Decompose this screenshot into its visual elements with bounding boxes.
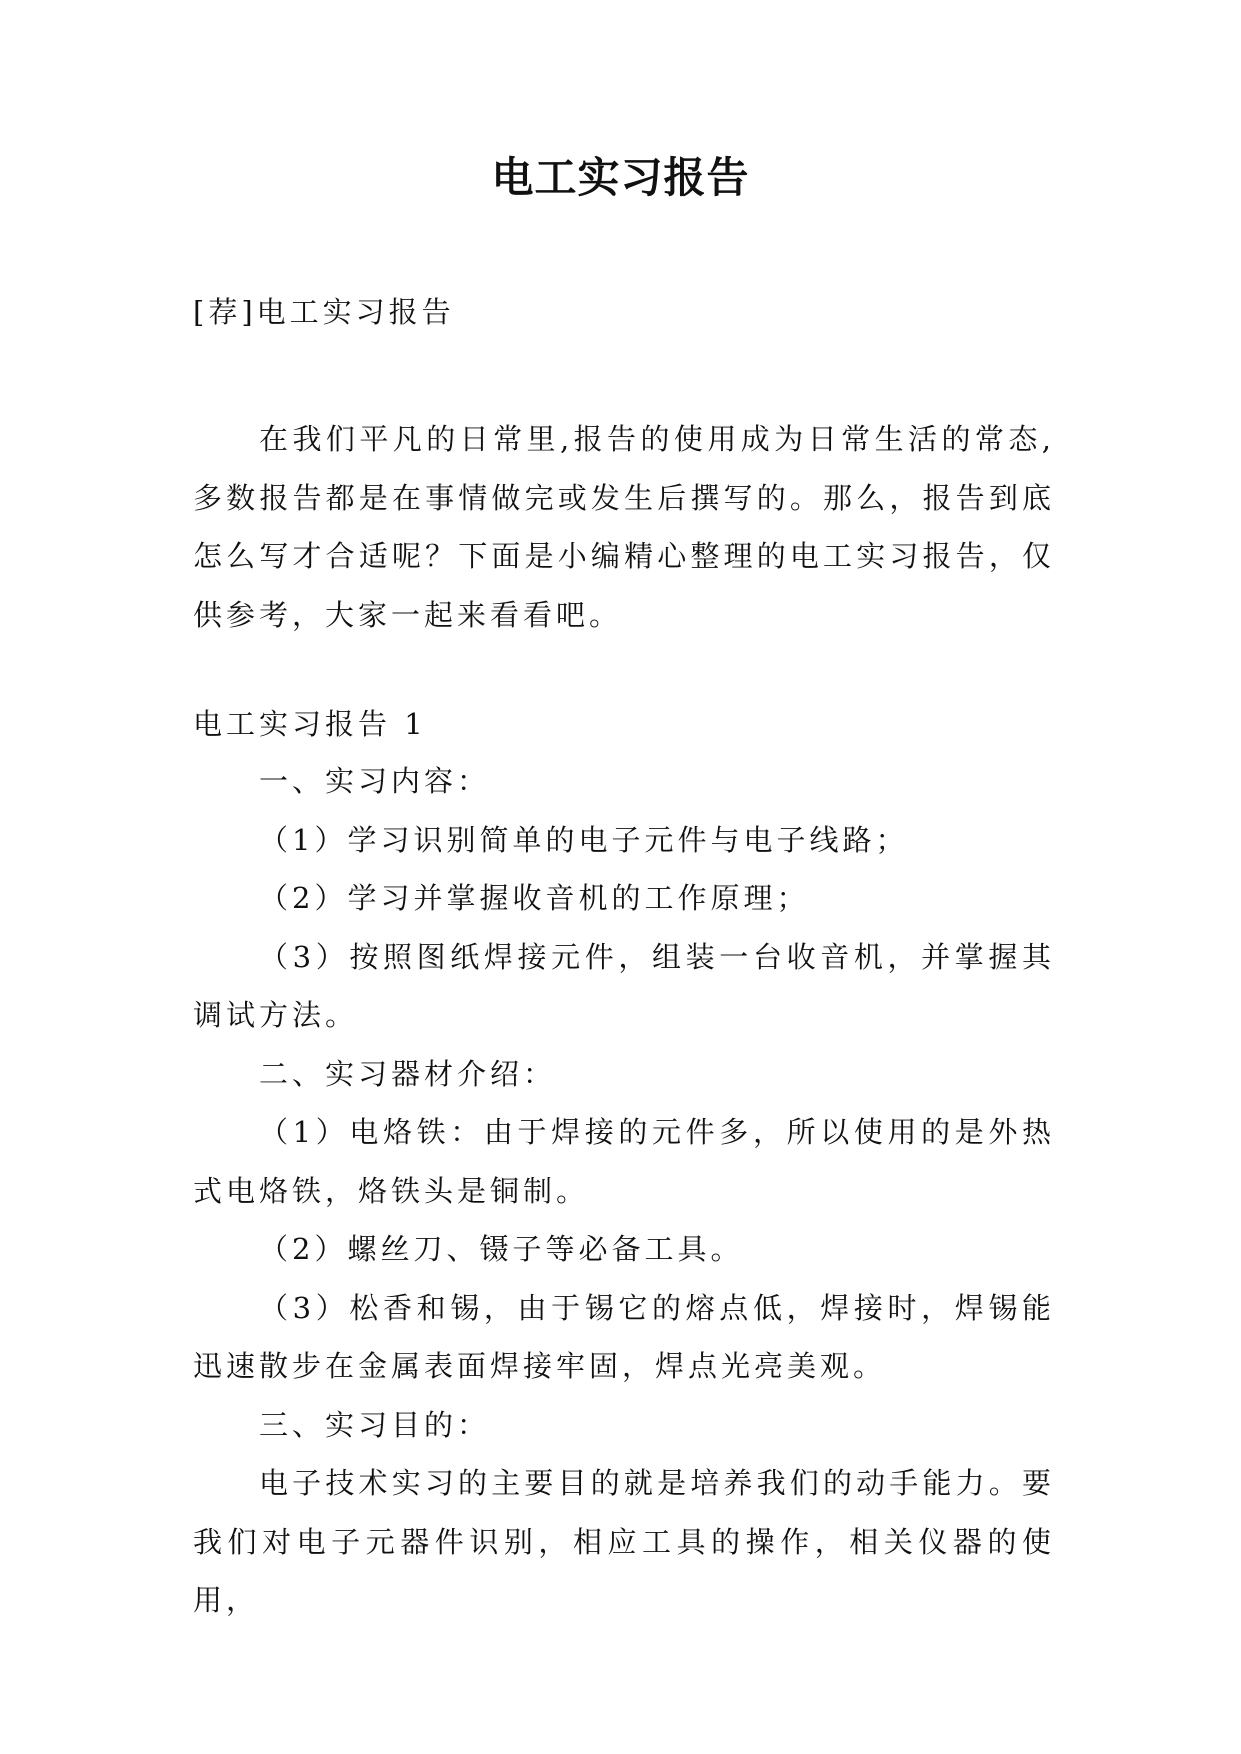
equipment-item-1: （1）电烙铁：由于焊接的元件多，所以使用的是外热式电烙铁，烙铁头是铜制。 <box>193 1115 1055 1208</box>
equipment-item-2: （2）螺丝刀、镊子等必备工具。 <box>259 1232 744 1266</box>
intro-paragraph: 在我们平凡的日常里,报告的使用成为日常生活的常态,多数报告都是在事情做完或发生后撰写的。那么，报告到底怎么写才合适呢？下面是小编精心整理的电工实习报告，仅供参考，大家一起来看看吧。 <box>193 422 1055 632</box>
heading-purpose: 三、实习目的： <box>259 1407 491 1442</box>
document-title: 电工实习报告 <box>491 153 750 202</box>
purpose-paragraph: 电子技术实习的主要目的就是培养我们的动手能力。要我们对电子元器件识别，相应工具的操作，相关仪器的使用， <box>193 1466 1055 1617</box>
section-title: 电工实习报告 1 <box>193 707 427 741</box>
equipment-item-3: （3）松香和锡，由于锡它的熔点低，焊接时，焊锡能迅速散步在金属表面焊接牢固，焊点光亮美观。 <box>193 1290 1055 1383</box>
heading-content: 一、实习内容： <box>259 764 491 798</box>
document-subtitle: [荐]电工实习报告 <box>193 295 455 329</box>
content-item-3: （3）按照图纸焊接元件，组装一台收音机，并掌握其调试方法。 <box>193 939 1055 1032</box>
body-text <box>193 752 1055 1630</box>
heading-equipment: 二、实习器材介绍： <box>259 1056 557 1091</box>
content-item-2: （2）学习并掌握收音机的工作原理； <box>259 881 810 915</box>
content-item-1: （1）学习识别简单的电子元件与电子线路； <box>259 822 909 857</box>
